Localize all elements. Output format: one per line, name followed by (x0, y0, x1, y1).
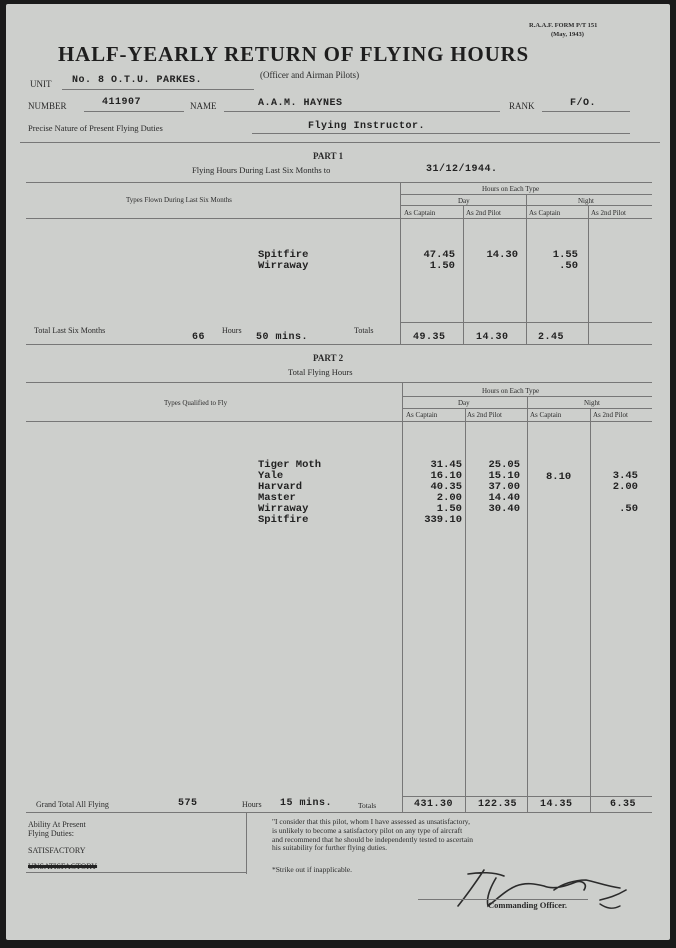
table-cell: 1.50 (429, 260, 455, 272)
part2-divider-types (402, 382, 403, 812)
table-cell: 47.45 (423, 249, 455, 261)
part2-day-label: Day (458, 399, 470, 407)
statement-line-4: his suitability for further flying duties. (272, 843, 387, 853)
part1-hours-label: Hours (222, 326, 242, 335)
part1-colheader-line (26, 218, 652, 219)
part2-col-day-captain: As Captain (406, 411, 438, 419)
ability-label-1: Ability At Present (28, 820, 86, 829)
part1-period-end: 31/12/1944. (426, 164, 498, 175)
part1-day-captain-values (411, 250, 455, 272)
statement-line-3: and recommend that he should be independently tested to ascertain (272, 834, 473, 844)
part2-heading: PART 2 (313, 353, 344, 363)
list-item: Tiger Moth (258, 459, 322, 471)
table-cell: 339.10 (424, 514, 462, 526)
part1-vline-1 (463, 205, 464, 344)
table-cell: 40.35 (430, 481, 462, 493)
part1-col-day-captain: As Captain (404, 209, 436, 217)
table-cell: 3.45 (612, 470, 638, 482)
table-cell: 2.00 (612, 481, 638, 493)
ability-line (26, 872, 246, 873)
list-item: Wirraway (258, 260, 309, 272)
part2-bottom-line (26, 812, 652, 813)
part1-vline-3 (588, 205, 589, 344)
part1-totals-label: Totals (354, 326, 374, 335)
part1-total-night-captain: 2.45 (538, 332, 565, 343)
list-item: Spitfire (258, 249, 309, 261)
part2-types-header: Types Qualified to Fly (164, 399, 228, 407)
statement-line-2: is unlikely to become a satisfactory pilot on any type of aircraft (272, 825, 463, 835)
page-subtitle: (Officer and Airman Pilots) (260, 70, 360, 80)
part2-hours-label: Hours (242, 800, 262, 809)
header-divider (20, 142, 660, 143)
part1-bottom-line (26, 344, 652, 345)
part2-totals-label: Totals (358, 801, 377, 810)
part1-totals-line (400, 322, 652, 323)
part1-hours-header: Hours on Each Type (482, 185, 540, 193)
number-line (84, 111, 184, 112)
satisfactory-option: SATISFACTORY (28, 846, 86, 855)
list-item: Spitfire (258, 514, 309, 526)
signature (450, 860, 632, 920)
part1-heading: PART 1 (313, 151, 344, 161)
part2-total-night-captain: 14.35 (540, 799, 573, 810)
part1-divider-types (400, 182, 401, 344)
form-date: (May, 1943) (551, 31, 584, 38)
duties-value: Flying Instructor. (308, 121, 426, 132)
part1-col-day-2nd: As 2nd Pilot (466, 209, 502, 217)
table-cell: 25.05 (488, 459, 520, 471)
table-cell: 14.30 (486, 249, 518, 261)
part2-vline-1 (465, 408, 466, 812)
ability-label-2: Flying Duties: (28, 829, 75, 838)
part1-table-top (26, 182, 652, 183)
part2-subheading: Total Flying Hours (288, 367, 353, 377)
part2-col-day-2nd: As 2nd Pilot (467, 411, 503, 419)
table-cell: 1.55 (552, 249, 578, 261)
part1-col-night-2nd: As 2nd Pilot (591, 209, 627, 217)
part2-hours-header: Hours on Each Type (482, 387, 540, 395)
table-cell: 14.40 (488, 492, 520, 504)
rank-label: RANK (509, 101, 535, 111)
part2-totals-line (402, 796, 652, 797)
table-cell: .50 (559, 260, 578, 272)
duties-label: Precise Nature of Present Flying Duties (28, 123, 163, 133)
name-line (224, 111, 500, 112)
unit-line (62, 89, 254, 90)
part1-col-night-captain: As Captain (529, 209, 561, 217)
part1-types-header: Types Flown During Last Six Months (126, 196, 232, 204)
part2-day-captain-values (412, 460, 462, 526)
part2-grand-hours: 575 (178, 798, 198, 809)
part2-grand-label: Grand Total All Flying (36, 800, 109, 809)
list-item: Master (258, 492, 296, 504)
list-item: Yale (258, 470, 284, 482)
part2-total-day-captain: 431.30 (414, 799, 454, 810)
statement-block (272, 818, 473, 853)
part2-total-day-2nd: 122.35 (478, 799, 518, 810)
name-label: NAME (190, 101, 217, 111)
list-item: Wirraway (258, 503, 309, 515)
table-cell: 16.10 (430, 470, 462, 482)
part2-aircraft-list (258, 460, 321, 526)
unit-label: UNIT (30, 79, 52, 89)
part2-col-night-2nd: As 2nd Pilot (593, 411, 629, 419)
number-label: NUMBER (28, 101, 67, 111)
part2-vline-2 (527, 396, 528, 812)
part2-grand-mins: 15 mins. (280, 798, 333, 809)
part2-col-night-captain: As Captain (530, 411, 562, 419)
part1-total-mins: 50 mins. (256, 332, 309, 343)
duties-line (252, 133, 630, 134)
part1-total-day-captain: 49.35 (413, 332, 446, 343)
number-value: 411907 (102, 97, 142, 108)
table-cell: 15.10 (488, 470, 520, 482)
part2-night-label: Night (584, 399, 600, 407)
table-cell: 37.00 (488, 481, 520, 493)
part2-colheader-line (26, 421, 652, 422)
form-number: R.A.A.F. FORM P/T 151 (529, 22, 598, 29)
part2-day-2nd-values (472, 460, 520, 515)
part2-total-night-2nd: 6.35 (610, 799, 637, 810)
part2-vline-3 (590, 408, 591, 812)
part1-aircraft-list (258, 250, 308, 272)
list-item: Harvard (258, 481, 303, 493)
part1-total-hours: 66 (192, 332, 206, 343)
rank-line (542, 111, 630, 112)
rank-value: F/O. (570, 98, 597, 109)
table-cell: .50 (619, 503, 638, 515)
part2-table-top (26, 382, 652, 383)
table-cell: 2.00 (436, 492, 462, 504)
footer-divider (246, 812, 247, 874)
table-cell: 30.40 (488, 503, 520, 515)
table-cell: 1.50 (436, 503, 462, 515)
part2-night-captain-value: 8.10 (546, 471, 572, 483)
part1-day-label: Day (458, 197, 470, 205)
part1-day-2nd-values (472, 250, 518, 261)
unit-value: No. 8 O.T.U. PARKES. (72, 75, 203, 86)
strike-note: *Strike out if inapplicable. (272, 865, 352, 874)
part1-night-captain-values (534, 250, 578, 272)
unsatisfactory-option: UNSATISFACTORY (28, 862, 98, 871)
commanding-officer-label: Commanding Officer. (488, 900, 568, 910)
part1-subheading: Flying Hours During Last Six Months to (192, 165, 331, 175)
table-cell: 31.45 (430, 459, 462, 471)
part1-total-day-2nd: 14.30 (476, 332, 509, 343)
statement-line-1: "I consider that this pilot, whom I have assessed as unsatisfactory, (272, 817, 470, 826)
form-sheet (6, 4, 670, 940)
name-value: A.A.M. HAYNES (258, 98, 343, 109)
part1-night-label: Night (578, 197, 594, 205)
part2-night-2nd-values (600, 471, 638, 515)
part1-total-label: Total Last Six Months (34, 326, 106, 335)
page-title: HALF-YEARLY RETURN OF FLYING HOURS (58, 42, 529, 66)
